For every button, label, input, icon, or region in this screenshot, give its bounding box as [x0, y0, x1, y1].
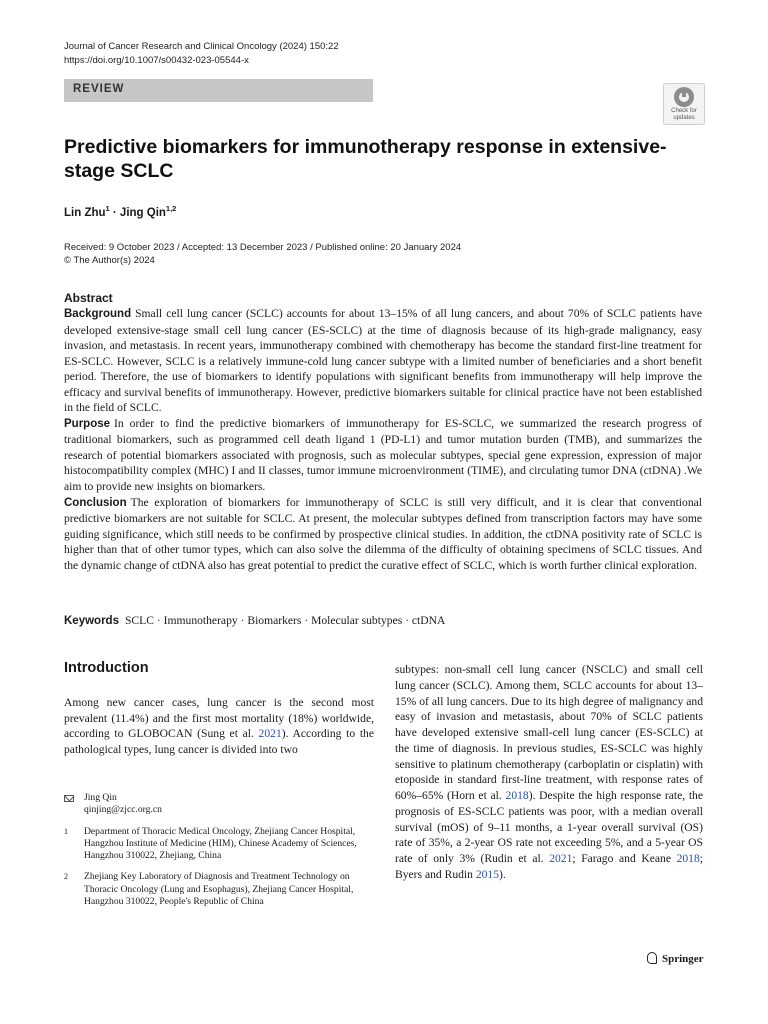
author-list	[64, 204, 176, 219]
paragraph-text: Among new cancer cases, lung cancer is the second most prevalent (11.4%) and the first most mortality (18%) worldwide, according to GLOBOCAN (Sung et al.	[64, 696, 374, 741]
abstract	[64, 290, 702, 573]
intro-left-column	[64, 695, 374, 757]
paragraph-text: ). Despite the high response rate, the prognosis of ES-SCLC patients was poor, with a median overall survival (mOS) of 9–11 months, a 1-year overall survival (OS) rate of 35%, a 2-year OS rate not exceeding 5%, and a 5-year OS rate of only 3% (Rudin et al.	[395, 789, 703, 865]
springer-horse-icon	[647, 952, 657, 964]
author-name[interactable]: Jing Qin	[119, 206, 166, 219]
badge-line2: updates	[673, 114, 695, 121]
abstract-background	[64, 306, 702, 416]
purpose-text: In order to find the predictive biomarkers of immunotherapy for ES-SCLC, we summarized the research progress of traditional biomarkers, such as programmed cell death ligand 1 (PD-L1) and tumor mutation burden (TMB), and summarizes the research of potential biomarkers associated with prognosis, such as molecular subtypes, special gene expression, expression of major histocompatibility complex (MHC) I and II classes, tumor immune microenvironment (TIME), and circulating tumor DNA (ctDNA) .We aim to provide new insights on biomarkers.	[64, 416, 702, 494]
article-type-banner	[64, 79, 373, 102]
journal-header	[64, 40, 339, 68]
journal-citation: Journal of Cancer Research and Clinical Oncology (2024) 150:22	[64, 41, 339, 52]
citation-link[interactable]: 2018	[676, 852, 700, 865]
affiliation-text: Zhejiang Key Laboratory of Diagnosis and Treatment Technology on Thoracic Oncology (Lung and Esophagus), Zhejiang Cancer Hospital, Hangzhou 310022, People's Republic of China	[84, 871, 354, 908]
keywords-label: Keywords	[64, 615, 119, 627]
affiliation-1	[64, 826, 374, 863]
paragraph-text: ). According to the pathological types, lung cancer is divided into two	[64, 727, 375, 756]
contact-email[interactable]: qinjing@zjcc.org.cn	[84, 804, 162, 816]
article-title: Predictive biomarkers for immunotherapy response in extensive-stage SCLC	[64, 136, 667, 182]
conclusion-text: The exploration of biomarkers for immunotherapy of SCLC is still very difficult, and it is clear that conventional predictive biomarkers are not suitable for SCLC. At present, the molecular subtypes defined from transcription factors may have some guiding significance, which still needs to be confirmed by prospective clinical studies. In addition, the ctDNA positivity rate of SCLC is higher than that of other tumor types, which can also solve the dilemma of the difficulty of obtaining specimens of SCLC tissues. And the dynamic change of ctDNA also has great potential to predict the curative effect of SCLC, which is worth further clinical exploration.	[64, 495, 702, 572]
purpose-label: Purpose	[64, 417, 111, 430]
affiliation-number: 2	[64, 872, 68, 882]
check-for-updates-badge[interactable]	[663, 83, 705, 125]
intro-right-column	[395, 662, 703, 883]
article-type-label: REVIEW	[73, 83, 125, 95]
background-label: Background	[64, 308, 132, 320]
citation-link[interactable]: 2021	[258, 727, 282, 741]
copyright-line: © The Author(s) 2024	[64, 255, 155, 266]
footnotes	[64, 792, 374, 917]
affiliation-2	[64, 871, 374, 908]
check-updates-icon	[674, 87, 694, 107]
paragraph-text: ; Byers and Rudin	[395, 852, 703, 881]
publication-dates	[64, 241, 461, 267]
keywords-list: SCLC · Immunotherapy · Biomarkers · Molecular subtypes · ctDNA	[124, 614, 446, 627]
doi-link[interactable]: https://doi.org/10.1007/s00432-023-05544-x	[64, 55, 249, 66]
envelope-icon	[64, 795, 74, 802]
contact-name: Jing Qin	[84, 792, 117, 803]
paragraph-text: ; Farago and Keane	[572, 852, 677, 865]
citation-link[interactable]: 2018	[505, 789, 529, 802]
affiliation-text: Department of Thoracic Medical Oncology, Zhejiang Cancer Hospital, Hangzhou Institute of Medicine (HIM), Chinese Academy of Sciences, Hangzhou 310022, Zhejiang, China	[84, 825, 357, 862]
publisher-logo	[647, 952, 704, 965]
citation-link[interactable]: 2021	[549, 852, 573, 865]
background-text: Small cell lung cancer (SCLC) accounts for about 13–15% of all lung cancers, and about 70% of SCLC patients have developed extensive-stage small cell lung cancer (ES-SCLC) at the time of diagnosis because of its high-grade malignancy, easy invasion, and metastasis. In recent years, immunotherapy combined with chemotherapy has become the standard first-line treatment for ES-SCLC. However, SCLC is a relatively immune-cold lung cancer subtype with a limited number of beneficiaries and a short benefit period. Therefore, the use of biomarkers to identify populations with significant benefits from immunotherapy will help improve the efficacy and survival benefits of immunotherapy. However, predictive biomarkers suitable for clinical practice have not been established in the field of SCLC.	[64, 307, 702, 415]
author-affiliation-mark: 1	[105, 204, 110, 213]
keywords	[64, 614, 445, 627]
paragraph-text: ).	[499, 867, 506, 881]
abstract-conclusion	[64, 495, 702, 574]
author-name[interactable]: Lin Zhu	[64, 206, 106, 219]
citation-link[interactable]: 2015	[475, 867, 500, 881]
author-affiliation-mark: 1,2	[165, 204, 177, 213]
history-dates: Received: 9 October 2023 / Accepted: 13 December 2023 / Published online: 20 January 2024	[64, 242, 462, 253]
badge-line1: Check for	[671, 108, 697, 114]
abstract-purpose	[64, 416, 702, 495]
abstract-heading: Abstract	[64, 291, 113, 305]
section-heading-introduction: Introduction	[64, 660, 149, 676]
conclusion-label: Conclusion	[64, 496, 127, 509]
corresponding-author	[64, 792, 374, 817]
paragraph-text: subtypes: non-small cell lung cancer (NSCLC) and small cell lung cancer (SCLC). Among them, SCLC accounts for about 13–15% of all lung cancers. Due to its high degree of malignancy and easy of invasion and metastasis, about 70% of SCLC patients have developed extensive small-cell lung cancer (ES-SCLC) at the time of diagnosis. In previous studies, ES-SCLC was highly sensitive to platinum chemotherapy (carboplatin or cisplatin) with etoposide in standard first-line treatment, with response rates of 60%–65% (Horn et al.	[395, 663, 703, 802]
affiliation-number: 1	[64, 826, 68, 836]
publisher-name: Springer	[662, 953, 704, 965]
author-separator: ·	[109, 206, 120, 219]
